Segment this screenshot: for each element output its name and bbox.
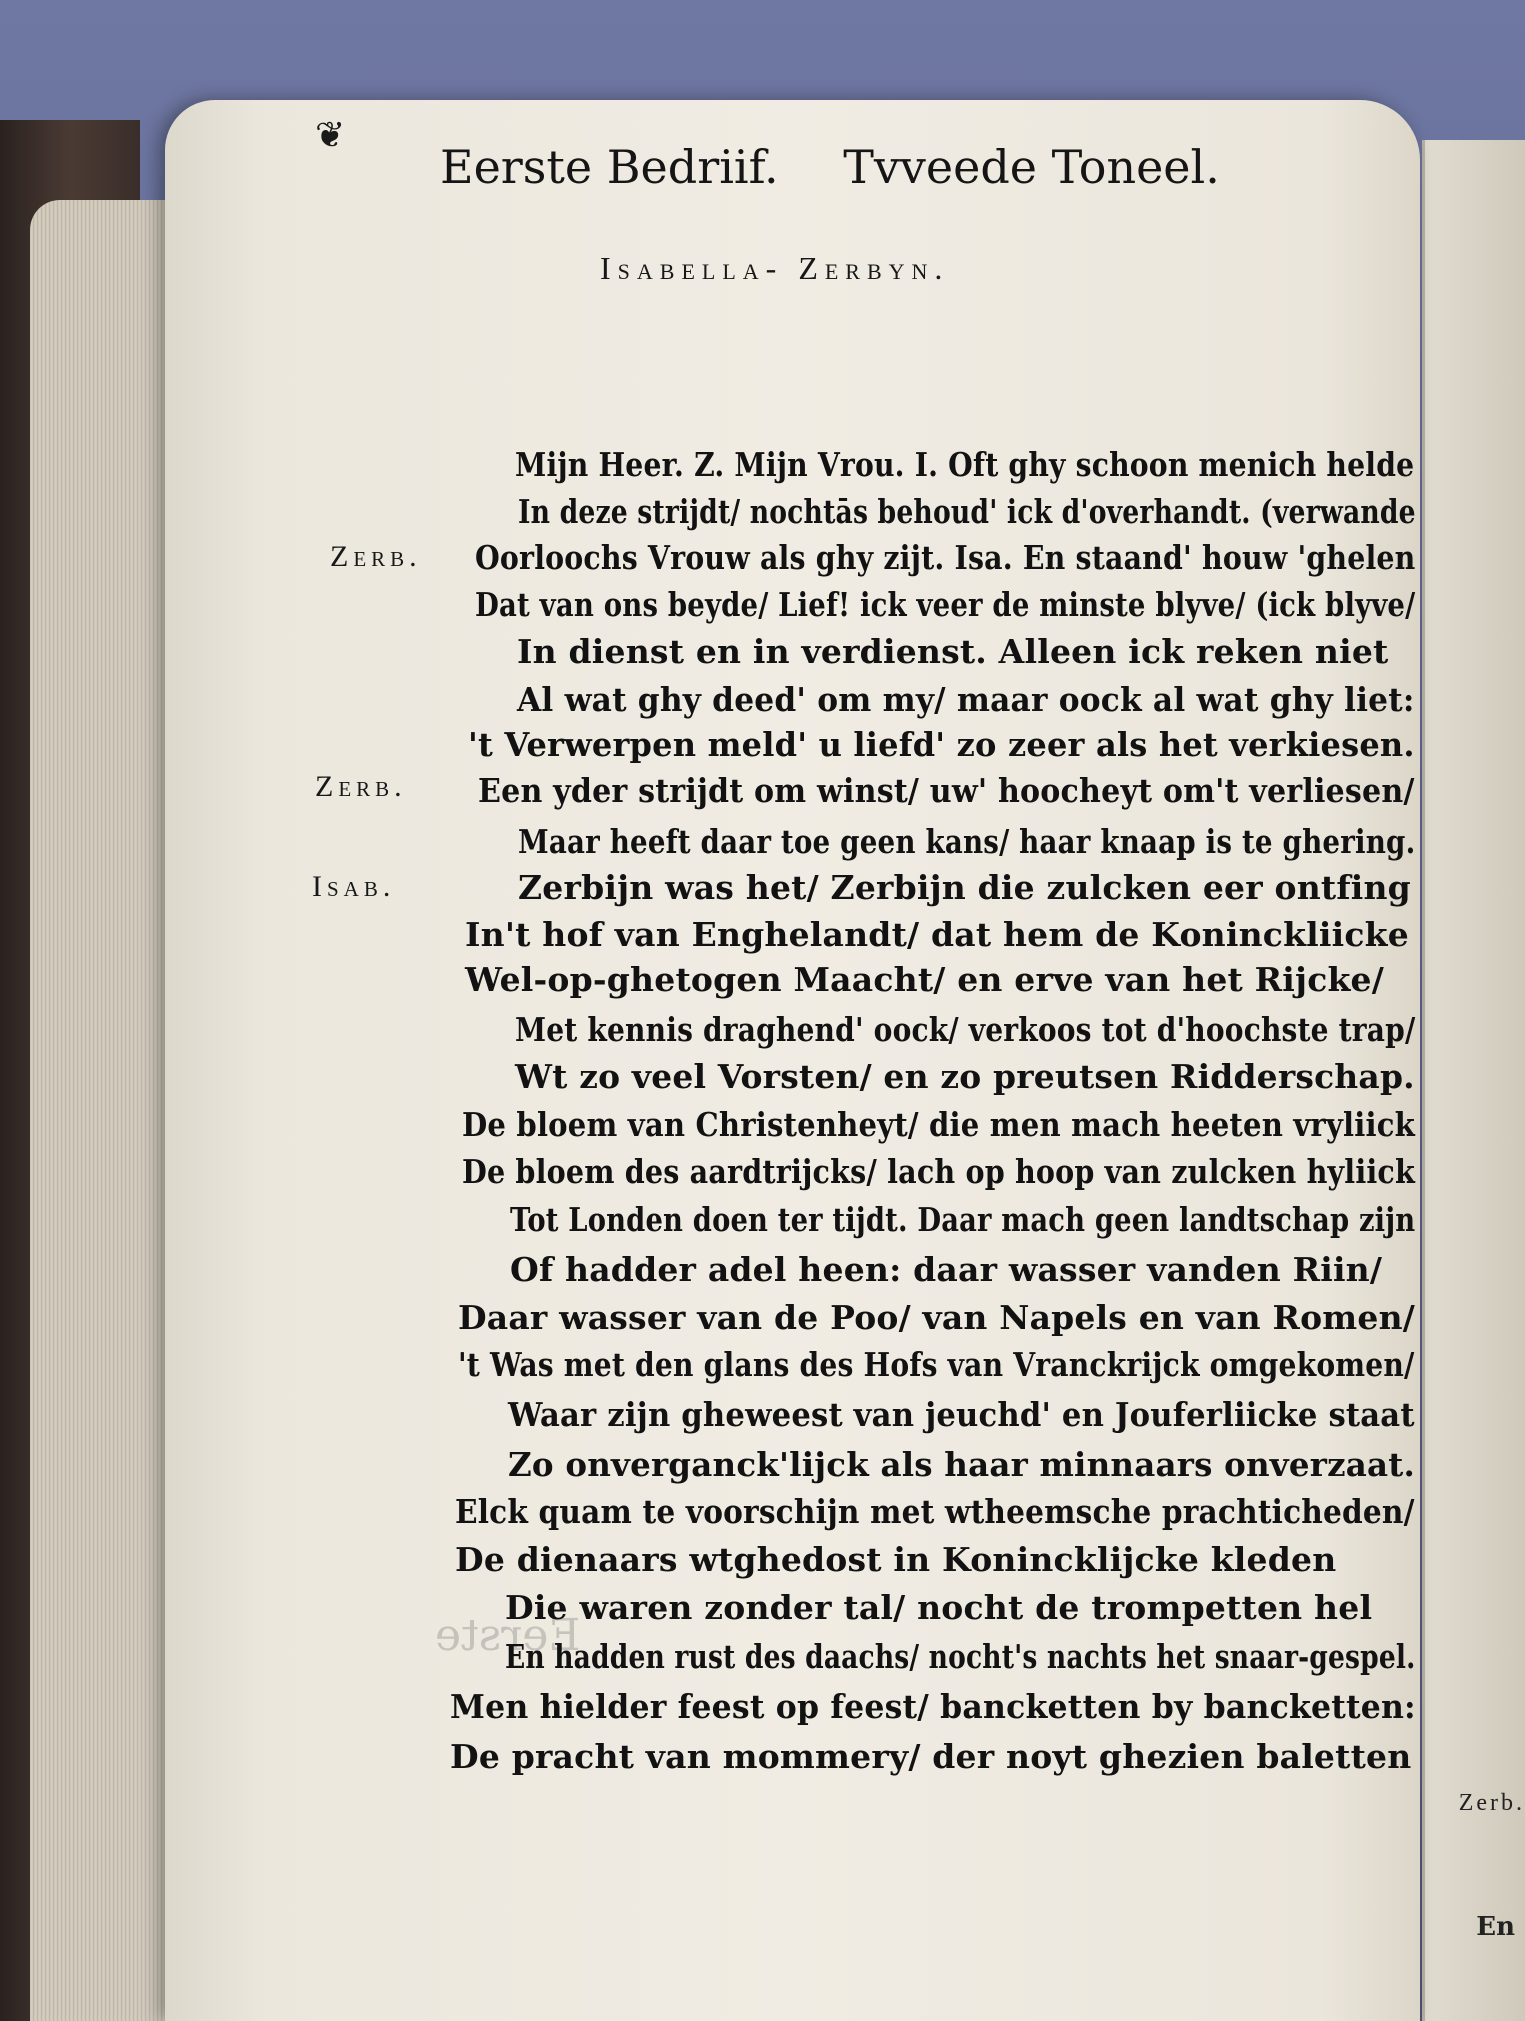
verse-line: In't hof van Enghelandt/ dat hem de Koninckliicke — [465, 915, 1409, 954]
cast-list: Isabella- Zerbyn. — [600, 250, 950, 286]
verse-line: Met kennis draghend' oock/ verkoos tot d'hoochste trap/ — [515, 1010, 1416, 1049]
verse-line: 't Was met den glans des Hofs van Vranckrijck omgekomen/ — [458, 1345, 1415, 1384]
verse-line: Zerbijn was het/ Zerbijn die zulcken eer ontfing — [518, 868, 1411, 907]
verse-line: Zo onverganck'lijck als haar minnaars onverzaat. — [508, 1445, 1415, 1484]
scene-title: Tvveede Toneel. — [843, 140, 1220, 194]
verse-line: De bloem van Christenheyt/ die men mach heeten vryliick — [462, 1105, 1415, 1144]
verse-line: Elck quam te voorschijn met wtheemsche prachticheden/ — [455, 1492, 1415, 1531]
verse-line: Daar wasser van de Poo/ van Napels en van Romen/ — [458, 1298, 1415, 1337]
verse-line: Waar zijn gheweest van jeuchd' en Jouferliicke staat — [508, 1395, 1415, 1434]
verse-line: De dienaars wtghedost in Konincklijcke kleden — [455, 1540, 1337, 1579]
verse-line: En hadden rust des daachs/ nocht's nachts het snaar-gespel. — [505, 1637, 1416, 1676]
verse-line: Een yder strijdt om winst/ uw' hoocheyt om't verliesen/ — [478, 771, 1415, 810]
speaker-label: Zerb. — [315, 770, 407, 803]
facing-page-word: En — [1476, 1912, 1515, 1942]
verse-line: Maar heeft daar toe geen kans/ haar knaap is te ghering. — [518, 822, 1416, 861]
verse-line: Wt zo veel Vorsten/ en zo preutsen Ridderschap. — [515, 1057, 1415, 1096]
verse-line: 't Verwerpen meld' u liefd' zo zeer als het verkiesen. — [468, 725, 1415, 764]
facing-page-speaker: Zerb. — [1458, 1790, 1525, 1816]
verse-line: Die waren zonder tal/ nocht de trompetten hel — [505, 1588, 1373, 1627]
bleed-through-text: Eerste — [435, 1610, 581, 1661]
page-header — [440, 140, 1240, 194]
facing-page — [1422, 140, 1525, 2021]
verse-line: Wel-op-ghetogen Maacht/ en erve van het Rijcke/ — [465, 960, 1384, 999]
verse-line: In dienst en in verdienst. Alleen ick reken niet — [517, 632, 1389, 671]
verse-line: Al wat ghy deed' om my/ maar oock al wat ghy liet: — [517, 680, 1415, 719]
speaker-label: Zerb. — [330, 540, 422, 573]
verse-line: De bloem des aardtrijcks/ lach op hoop van zulcken hyliick — [462, 1152, 1415, 1191]
verse-line: Men hielder feest op feest/ bancketten by bancketten: — [450, 1687, 1416, 1726]
verse-line: De pracht van mommery/ der noyt ghezien baletten — [450, 1737, 1412, 1776]
verse-line: In deze strijdt/ nochtās behoud' ick d'overhandt. (verwande — [518, 492, 1416, 531]
page-ornament-icon: ❦ — [315, 115, 346, 156]
speaker-label: Isab. — [312, 870, 396, 903]
verse-line: Dat van ons beyde/ Lief! ick veer de minste blyve/ (ick blyve/ — [475, 585, 1416, 624]
verse-line: Oorloochs Vrouw als ghy zijt. Isa. En staand' houw 'ghelen — [475, 538, 1416, 577]
verse-line: Tot Londen doen ter tijdt. Daar mach geen landtschap zijn — [510, 1200, 1416, 1239]
page-edges — [30, 200, 170, 2021]
act-title: Eerste Bedriif. — [440, 140, 779, 194]
verse-line: Of hadder adel heen: daar wasser vanden Riin/ — [510, 1250, 1383, 1289]
verse-line: Mijn Heer. Z. Mijn Vrou. I. Oft ghy schoon menich helde — [515, 445, 1415, 484]
